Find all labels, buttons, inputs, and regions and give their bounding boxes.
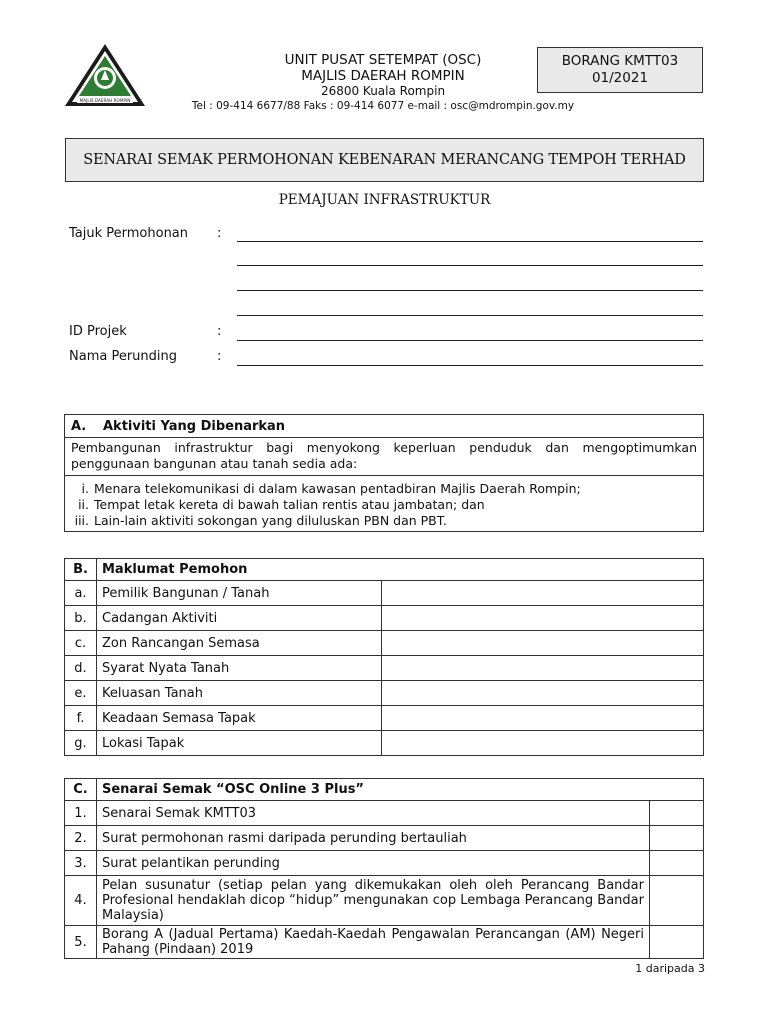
perunding-label: Nama Perunding <box>69 349 178 364</box>
id-projek-colon: : <box>217 324 222 339</box>
row-text: Senarai Semak KMTT03 <box>97 801 650 826</box>
section-a-title: Aktiviti Yang Dibenarkan <box>103 418 286 434</box>
row-number: 4. <box>65 876 97 926</box>
table-row <box>65 681 704 706</box>
row-number: 3. <box>65 851 97 876</box>
list-item-number: ii. <box>78 497 89 512</box>
row-text: Borang A (Jadual Pertama) Kaedah-Kaedah Pengawalan Perancangan (AM) Negeri Pahang (Pindaan) 2019 <box>97 926 650 959</box>
list-item <box>69 513 697 529</box>
logo-text: MAJLIS DAERAH ROMPIN <box>79 98 131 103</box>
org-contact: Tel : 09-414 6677/88 Faks : 09-414 6077 e-mail : osc@mdrompin.gov.my <box>191 100 575 112</box>
row-label: Keadaan Semasa Tapak <box>97 706 382 731</box>
row-value-cell[interactable] <box>382 606 704 631</box>
row-number: 2. <box>65 826 97 851</box>
tajuk-line-4[interactable] <box>237 315 703 316</box>
table-row <box>65 631 704 656</box>
section-a <box>64 414 704 532</box>
form-version: 01/2021 <box>591 70 649 86</box>
table-row <box>65 706 704 731</box>
org-address: 26800 Kuala Rompin <box>320 84 446 98</box>
row-value-cell[interactable] <box>382 656 704 681</box>
tajuk-line-3[interactable] <box>237 290 703 291</box>
tajuk-line-2[interactable] <box>237 265 703 266</box>
row-label: Zon Rancangan Semasa <box>97 631 382 656</box>
row-value-cell[interactable] <box>382 631 704 656</box>
row-number: b. <box>65 606 97 631</box>
table-row <box>65 606 704 631</box>
row-label: Lokasi Tapak <box>97 731 382 756</box>
perunding-colon: : <box>217 349 222 364</box>
list-item-text: Menara telekomunikasi di dalam kawasan pentadbiran Majlis Daerah Rompin; <box>94 481 581 496</box>
row-number: c. <box>65 631 97 656</box>
form-code-box <box>537 47 703 93</box>
section-b-title: Maklumat Pemohon <box>97 559 704 581</box>
table-row <box>65 731 704 756</box>
document-subtitle: PEMAJUAN INFRASTRUKTUR <box>278 192 491 208</box>
section-b-letter: B. <box>65 559 97 581</box>
row-number: f. <box>65 706 97 731</box>
form-code: BORANG KMTT03 <box>561 53 679 69</box>
list-item-text: Tempat letak kereta di bawah talian rentis atau jambatan; dan <box>94 497 485 512</box>
row-text: Surat pelantikan perunding <box>97 851 650 876</box>
perunding-line[interactable] <box>237 365 703 366</box>
table-row <box>65 656 704 681</box>
tajuk-label: Tajuk Permohonan <box>69 226 189 241</box>
section-a-header <box>65 415 703 437</box>
row-label: Pemilik Bangunan / Tanah <box>97 581 382 606</box>
section-a-letter: A. <box>71 418 87 434</box>
tajuk-line-1[interactable] <box>237 241 703 242</box>
section-c-title: Senarai Semak “OSC Online 3 Plus” <box>97 779 704 801</box>
checkbox-cell[interactable] <box>650 926 704 959</box>
row-value-cell[interactable] <box>382 731 704 756</box>
list-item <box>69 481 697 497</box>
table-row <box>65 801 704 826</box>
id-projek-line[interactable] <box>237 340 703 341</box>
table-row <box>65 581 704 606</box>
section-a-list <box>65 475 703 531</box>
row-number: e. <box>65 681 97 706</box>
council-logo <box>63 42 147 108</box>
list-item-number: i. <box>81 481 89 496</box>
row-value-cell[interactable] <box>382 681 704 706</box>
row-text: Surat permohonan rasmi daripada perunding bertauliah <box>97 826 650 851</box>
row-number: g. <box>65 731 97 756</box>
row-label: Keluasan Tanah <box>97 681 382 706</box>
org-name-line1: UNIT PUSAT SETEMPAT (OSC) <box>284 52 482 68</box>
list-item <box>69 497 697 513</box>
table-row <box>65 826 704 851</box>
checkbox-cell[interactable] <box>650 826 704 851</box>
row-text: Pelan susunatur (setiap pelan yang dikemukakan oleh oleh Perancang Bandar Profesional hendaklah dicop “hidup” mengunakan cop Lembaga Perancang Bandar Malaysia) <box>97 876 650 926</box>
section-b-header <box>65 559 704 581</box>
section-c-header <box>65 779 704 801</box>
section-b-table <box>64 558 704 756</box>
table-row <box>65 851 704 876</box>
checkbox-cell[interactable] <box>650 801 704 826</box>
checkbox-cell[interactable] <box>650 851 704 876</box>
row-number: d. <box>65 656 97 681</box>
row-value-cell[interactable] <box>382 581 704 606</box>
section-c-table <box>64 778 704 959</box>
org-name-line2: MAJLIS DAERAH ROMPIN <box>301 68 465 84</box>
document-title: SENARAI SEMAK PERMOHONAN KEBENARAN MERANCANG TEMPOH TERHAD <box>65 138 704 182</box>
tajuk-colon: : <box>217 226 222 241</box>
row-label: Syarat Nyata Tanah <box>97 656 382 681</box>
row-number: 5. <box>65 926 97 959</box>
id-projek-label: ID Projek <box>69 324 127 339</box>
row-number: a. <box>65 581 97 606</box>
section-a-description: Pembangunan infrastruktur bagi menyokong keperluan penduduk dan mengoptimumkan penggunaan bangunan atau tanah sedia ada: <box>65 437 703 475</box>
checkbox-cell[interactable] <box>650 876 704 926</box>
list-item-text: Lain-lain aktiviti sokongan yang diluluskan PBN dan PBT. <box>94 513 447 528</box>
list-item-number: iii. <box>74 513 89 528</box>
row-number: 1. <box>65 801 97 826</box>
row-label: Cadangan Aktiviti <box>97 606 382 631</box>
page-number: 1 daripada 3 <box>635 962 705 975</box>
row-value-cell[interactable] <box>382 706 704 731</box>
section-c-letter: C. <box>65 779 97 801</box>
table-row <box>65 926 704 959</box>
table-row <box>65 876 704 926</box>
